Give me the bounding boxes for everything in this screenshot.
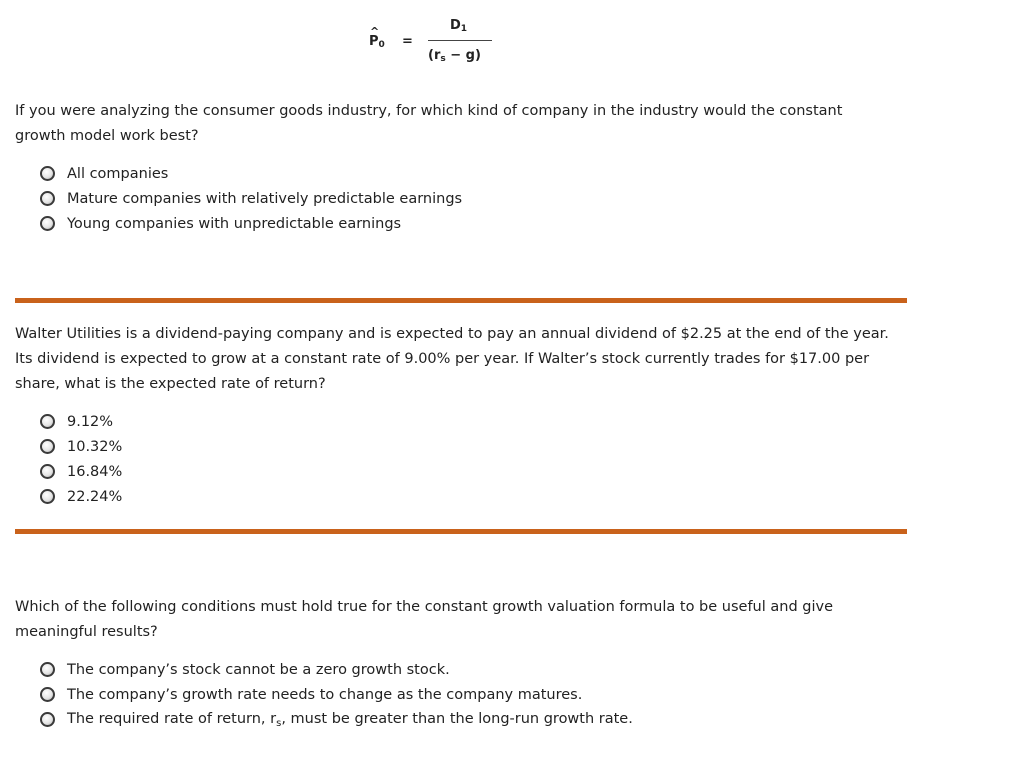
question-1-option-3[interactable]	[40, 211, 462, 236]
question-3-option-3[interactable]	[40, 707, 633, 732]
radio-button-icon[interactable]	[40, 712, 55, 727]
option-label: All companies	[67, 165, 169, 182]
formula-denominator-pre: (r	[428, 48, 441, 63]
formula-equals: =	[402, 34, 413, 49]
option-label: The company’s growth rate needs to change as the company matures.	[67, 686, 583, 703]
radio-button-icon[interactable]	[40, 464, 55, 479]
question-2-text: Walter Utilities is a dividend-paying company and is expected to pay an annual dividend of $2.25 at the end of the year. Its dividend is expected to grow at a constant rate of 9.00% per year. If Walter’s stock currently trades for $17.00 per share, what is the expected rate of return?	[15, 326, 889, 392]
radio-button-icon[interactable]	[40, 191, 55, 206]
question-2-option-1[interactable]	[40, 409, 122, 434]
formula-lhs	[369, 34, 385, 50]
question-3-option-1[interactable]	[40, 657, 633, 682]
formula-fraction-bar	[428, 40, 492, 41]
formula-numerator-subscript: 1	[460, 24, 468, 34]
option-label: The company’s stock cannot be a zero growth stock.	[67, 661, 450, 678]
option-label-post: , must be greater than the long-run growth rate.	[281, 710, 633, 727]
formula-denominator	[428, 48, 481, 64]
option-label-subscript: s	[276, 717, 282, 729]
question-3-text: Which of the following conditions must hold true for the constant growth valuation formula to be useful and give meaningful results?	[15, 599, 834, 640]
question-2-option-2[interactable]	[40, 434, 122, 459]
radio-button-icon[interactable]	[40, 687, 55, 702]
formula-lhs-symbol: ^ P	[369, 34, 379, 49]
option-label: Mature companies with relatively predictable earnings	[67, 190, 463, 207]
question-3-options	[40, 657, 633, 732]
option-label: Young companies with unpredictable earnings	[67, 215, 402, 232]
option-label: 16.84%	[67, 463, 123, 480]
question-1-option-1[interactable]	[40, 161, 462, 186]
option-label-pre: The required rate of return, r	[67, 710, 277, 727]
question-2-option-3[interactable]	[40, 459, 122, 484]
formula-denominator-subscript: s	[440, 54, 446, 64]
option-label: 10.32%	[67, 438, 123, 455]
question-2-options	[40, 409, 122, 509]
radio-button-icon[interactable]	[40, 166, 55, 181]
option-label	[67, 711, 633, 729]
radio-button-icon[interactable]	[40, 662, 55, 677]
radio-button-icon[interactable]	[40, 489, 55, 504]
formula-numerator	[450, 18, 467, 34]
section-divider	[15, 529, 907, 534]
constant-growth-formula	[366, 16, 506, 68]
radio-button-icon[interactable]	[40, 439, 55, 454]
question-2-option-4[interactable]	[40, 484, 122, 509]
section-divider	[15, 298, 907, 303]
question-1-options	[40, 161, 462, 236]
radio-button-icon[interactable]	[40, 414, 55, 429]
question-3-option-2[interactable]	[40, 682, 633, 707]
option-label: 9.12%	[67, 413, 114, 430]
question-1-text: If you were analyzing the consumer goods industry, for which kind of company in the industry would the constant growth model work best?	[15, 103, 843, 144]
formula-lhs-subscript: 0	[378, 40, 385, 50]
question-1-option-2[interactable]	[40, 186, 462, 211]
formula-numerator-symbol: D	[450, 18, 461, 33]
formula-denominator-post: − g)	[445, 48, 481, 63]
option-label: 22.24%	[67, 488, 123, 505]
radio-button-icon[interactable]	[40, 216, 55, 231]
